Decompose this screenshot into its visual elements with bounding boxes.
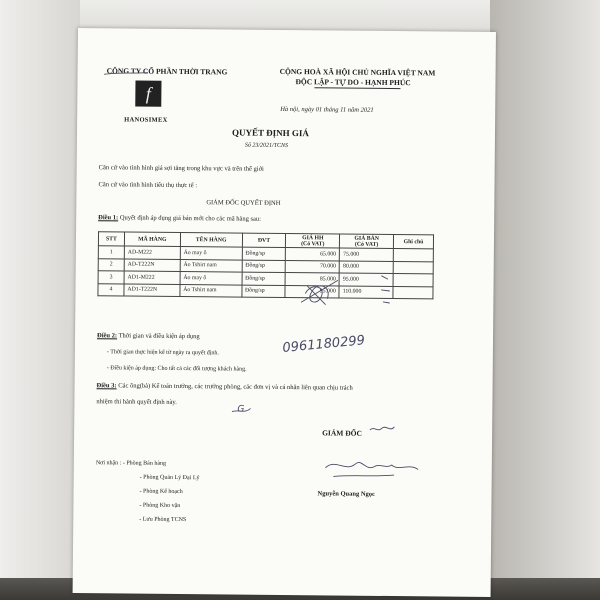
header-old-price-label: GIÁ HH (302, 234, 324, 241)
cell-name: Áo Tshirt nam (180, 284, 242, 297)
recipient-item: - Phòng Quản Lý Đại Lý (139, 474, 200, 482)
article-2 (97, 332, 200, 340)
header-unit: ĐVT (242, 233, 286, 247)
cell-code: AD1-T222N (124, 283, 180, 296)
basis-line: Căn cứ vào tình hình tiêu thụ thực tế : (98, 181, 198, 190)
director-decides-heading: GIÁM ĐỐC QUYẾT ĐỊNH (206, 199, 281, 207)
document-number: Số 23/2021/TCNS (244, 142, 289, 150)
cell-code: AD-M222 (124, 246, 180, 259)
article-1-text: Quyết định áp dụng giá bán mới cho các mã hàng sau: (118, 214, 262, 223)
article-3 (97, 382, 353, 391)
cell-stt: 1 (98, 246, 124, 259)
price-table (97, 231, 434, 299)
cell-code: AD1-M222 (124, 271, 180, 284)
brand-name: HANOSIMEX (124, 116, 168, 124)
cell-unit: Đồng/sp (242, 272, 286, 285)
basis-line: Căn cứ vào tình hình giá sợi tăng trong khu vực và trên thế giới (98, 164, 264, 173)
article-3-text: Các ông(bà) Kế toán trưởng, các trưởng phòng, các đơn vị và cá nhân liên quan chịu trách (116, 382, 353, 392)
header-new-price (340, 234, 394, 249)
recipient-item: - Lưu Phòng TCNS (139, 516, 187, 524)
cell-name: Áo may ô (180, 246, 242, 259)
cell-code: AD-T222N (124, 258, 180, 271)
cell-stt: 3 (98, 271, 124, 284)
background-left (0, 0, 80, 600)
cell-new-price: 95.000 (339, 273, 393, 286)
header-code: MÃ HÀNG (124, 232, 180, 247)
header-name: TÊN HÀNG (180, 232, 242, 247)
motto-underline (314, 87, 400, 89)
article-2-item: - Thời gian thực hiện kể từ ngày ra quyết định. (106, 349, 219, 357)
company-logo: f (135, 81, 161, 107)
cell-name: Áo Tshirt nam (180, 259, 242, 272)
cell-old-price: 65.000 (286, 248, 340, 261)
header-stt: STT (98, 232, 124, 246)
header-old-price (286, 234, 340, 249)
place-date: Hà nội, ngày 01 tháng 11 năm 2021 (280, 105, 374, 114)
national-motto: ĐỘC LẬP - TỰ DO - HẠNH PHÚC (295, 77, 411, 88)
article-1 (98, 214, 261, 223)
cell-old-price: 70.000 (286, 260, 340, 273)
cell-note (393, 249, 433, 262)
recipient-item: - Phòng Kho vận (139, 502, 181, 510)
country-name: CỘNG HOÀ XÃ HỘI CHỦ NGHĨA VIỆT NAM (279, 66, 436, 78)
document-title: QUYẾT ĐỊNH GIÁ (231, 127, 309, 139)
cell-new-price: 110.000 (339, 286, 393, 299)
cell-old-price: 85.000 (285, 273, 339, 286)
cell-name: Áo may ô (180, 271, 242, 284)
table-row (98, 283, 433, 299)
article-3-text-cont: nhiệm thi hành quyết định này. (96, 398, 177, 406)
signature-title: GIÁM ĐỐC (322, 428, 362, 438)
cell-stt: 2 (98, 258, 124, 271)
cell-old-price: 95.000 (285, 285, 339, 298)
background-right (490, 0, 600, 600)
cell-unit: Đồng/sp (241, 285, 285, 298)
cell-new-price: 80.000 (339, 261, 393, 274)
margin-mark (232, 408, 250, 411)
cell-note (393, 261, 433, 274)
company-name: CÔNG TY CỔ PHẦN THỜI TRANG (106, 66, 228, 77)
handwritten-mark: G (237, 404, 245, 415)
cell-unit: Đồng/sp (242, 260, 286, 273)
signer-name: Nguyễn Quang Ngọc (317, 490, 376, 498)
header-note: Ghi chú (393, 235, 433, 249)
article-2-text: Thời gian và điều kiện áp dụng (117, 332, 200, 341)
document-paper (73, 28, 496, 597)
recipients-label: Nơi nhận : - Phòng Bán hàng (95, 460, 167, 467)
cell-stt: 4 (98, 283, 124, 296)
cell-note (393, 286, 433, 299)
cell-note (393, 274, 433, 287)
handwriting-overlay (73, 28, 496, 597)
recipient-item: - Phòng Kế hoạch (139, 488, 183, 496)
cell-new-price: 75.000 (340, 248, 394, 261)
header-old-price-sub: (Có VAT) (301, 240, 325, 247)
signature-title-scribble (370, 427, 394, 430)
handwritten-phone: 0961180299 (281, 333, 366, 356)
signature-scribble (326, 462, 418, 477)
article-2-item: - Điều kiện áp dụng: Cho tất cả các đối tượng khách hàng. (106, 365, 247, 373)
header-new-price-sub: (Có VAT) (354, 241, 379, 248)
article-3-label: Điều 3: (96, 382, 117, 390)
header-new-price-label: GIÁ BÁN (354, 235, 380, 242)
article-2-label: Điều 2: (97, 332, 118, 340)
cell-unit: Đồng/sp (242, 247, 286, 260)
article-1-label: Điều 1: (98, 214, 119, 222)
